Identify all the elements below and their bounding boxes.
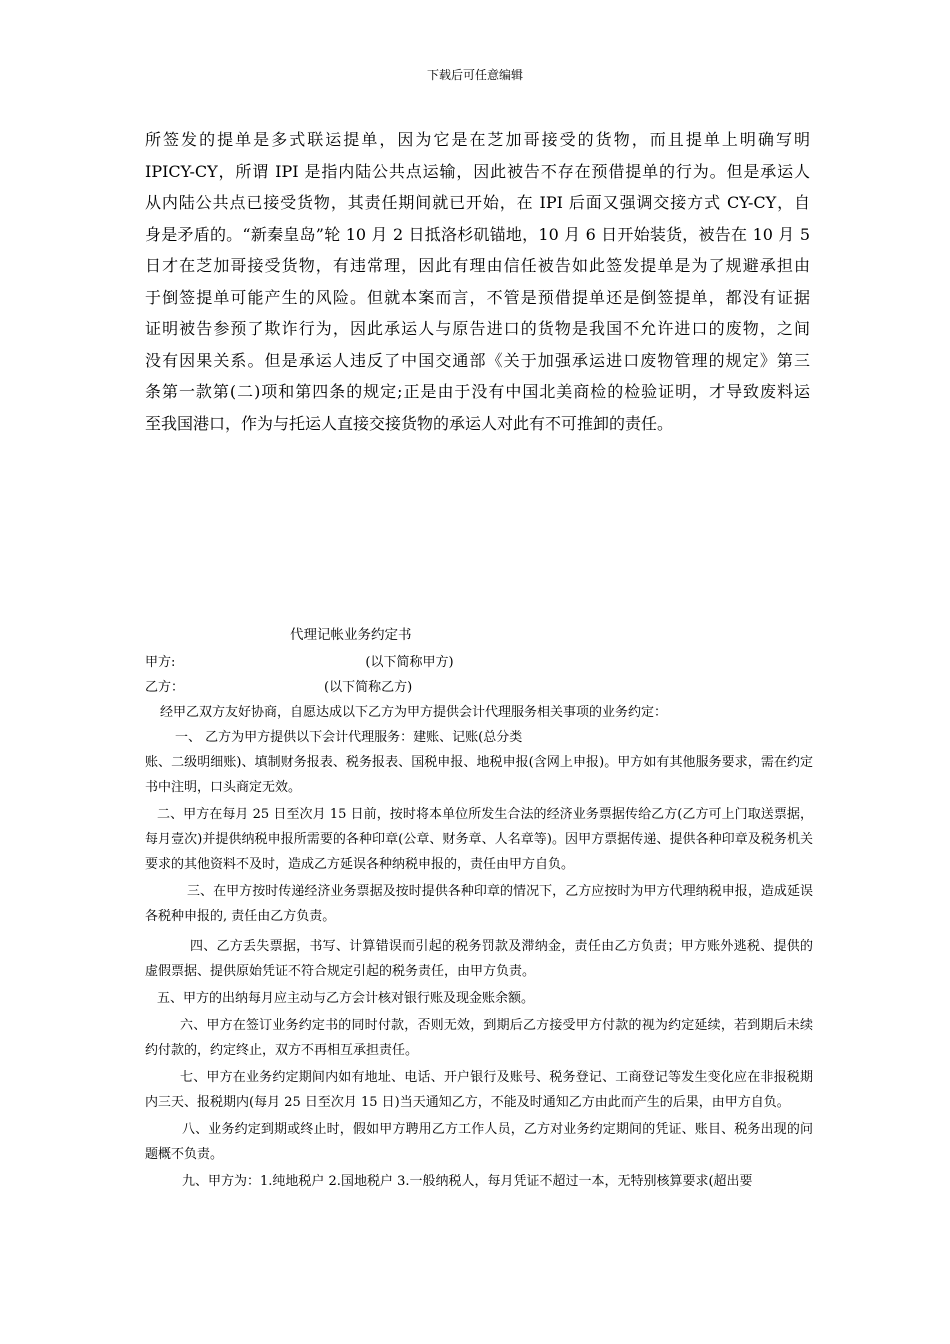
agreement-intro: 经甲乙双方友好协商，自愿达成以下乙方为甲方提供会计代理服务相关事项的业务约定： (160, 705, 668, 720)
party-a-label: 甲方: (145, 655, 176, 670)
case-analysis-paragraph (145, 124, 810, 439)
paragraph-line: 所签发的提单是多式联运提单，因为它是在芝加哥接受的货物，而且提单上明确写明 (145, 130, 810, 149)
clause-7: 七、甲方在业务约定期间内如有地址、电话、开户银行及账号、税务登记、工商登记等发生变化应在非报税期内三天、报税期内(每月 25 日至次月 15 日)当天通知乙方，不能及时通知乙方由此而产生的后果，由甲方自负。 (145, 1070, 813, 1110)
party-a-note: (以下简称甲方) (365, 655, 454, 670)
paragraph-line: 从内陆公共点已接受货物，其责任期间就已开始，在 IPI 后面又强调交接方式 CY-CY，自 (145, 193, 810, 212)
paragraph-line: 日才在芝加哥接受货物，有违常理，因此有理由信任被告如此签发提单是为了规避承担由 (145, 256, 810, 275)
party-b-label: 乙方： (145, 679, 185, 695)
clause-1-heading: 一、 乙方为甲方提供以下会计代理服务：建账、记账(总分类 (175, 730, 523, 745)
clause-5: 五、甲方的出纳每月应主动与乙方会计核对银行账及现金账余额。 (157, 991, 535, 1006)
party-b-note: (以下简称乙方) (324, 679, 413, 695)
clause-3: 三、在甲方按时传递经济业务票据及按时提供各种印章的情况下，乙方应按时为甲方代理纳税申报，造成延误各税种申报的, 责任由乙方负责。 (145, 884, 813, 924)
paragraph-line: 条第一款第(二)项和第四条的规定;正是由于没有中国北美商检的检验证明，才导致废料运 (145, 382, 810, 401)
page-header: 下载后可任意编辑 (426, 68, 523, 82)
clause-6: 六、甲方在签订业务约定书的同时付款，否则无效，到期后乙方接受甲方付款的视为约定延续，若到期后未续约付款的，约定终止，双方不再相互承担责任。 (145, 1018, 813, 1058)
paragraph-line: 于倒签提单可能产生的风险。但就本案而言，不管是预借提单还是倒签提单，都没有证据 (145, 287, 810, 307)
clause-1-body: 账、二级明细账)、填制财务报表、税务报表、国税申报、地税申报(含网上申报)。甲方如有其他服务要求，需在约定书中注明，口头商定无效。 (145, 755, 813, 795)
party-b-line (145, 676, 813, 701)
clause-2: 二、甲方在每月 25 日至次月 15 日前，按时将本单位所发生合法的经济业务票据传给乙方(乙方可上门取送票据，每月壹次)并提供纳税申报所需要的各种印章(公章、财务章、人名章等)。因甲方票据传递、提供各种印章及税务机关要求的其他资料不及时，造成乙方延误各种纳税申报的，责任由甲方自负。 (145, 807, 813, 872)
paragraph-line: 没有因果关系。但是承运人违反了中国交通部《关于加强承运进口废物管理的规定》第三 (145, 350, 810, 370)
paragraph-line: 身是矛盾的。“新秦皇岛”轮 10 月 2 日抵洛杉矶锚地，10 月 6 日开始装货，被告在 10 月 5 (145, 224, 810, 244)
clause-9: 九、甲方为：1.纯地税户 2.国地税户 3.一般纳税人，每月凭证不超过一本，无特别核算要求(超出要 (182, 1174, 753, 1189)
clause-4: 四、乙方丢失票据，书写、计算错误而引起的税务罚款及滞纳金，责任由乙方负责；甲方账外逃税、提供的虚假票据、提供原始凭证不符合规定引起的税务责任，由甲方负责。 (145, 939, 813, 979)
bookkeeping-agreement (145, 625, 813, 1194)
paragraph-line: 至我国港口，作为与托运人直接交接货物的承运人对此有不可推卸的责任。 (145, 413, 674, 433)
paragraph-line: IPICY-CY，所谓 IPI 是指内陆公共点运输，因此被告不存在预借提单的行为。但是承运人 (145, 161, 810, 181)
paragraph-line: 证明被告参预了欺诈行为，因此承运人与原告进口的货物是我国不允许进口的废物，之间 (145, 319, 810, 338)
agreement-title: 代理记帐业务约定书 (290, 627, 412, 643)
clause-8: 八、业务约定到期或终止时，假如甲方聘用乙方工作人员，乙方对业务约定期间的凭证、账目、税务出现的问题概不负责。 (145, 1122, 813, 1162)
party-a-line (145, 651, 813, 676)
